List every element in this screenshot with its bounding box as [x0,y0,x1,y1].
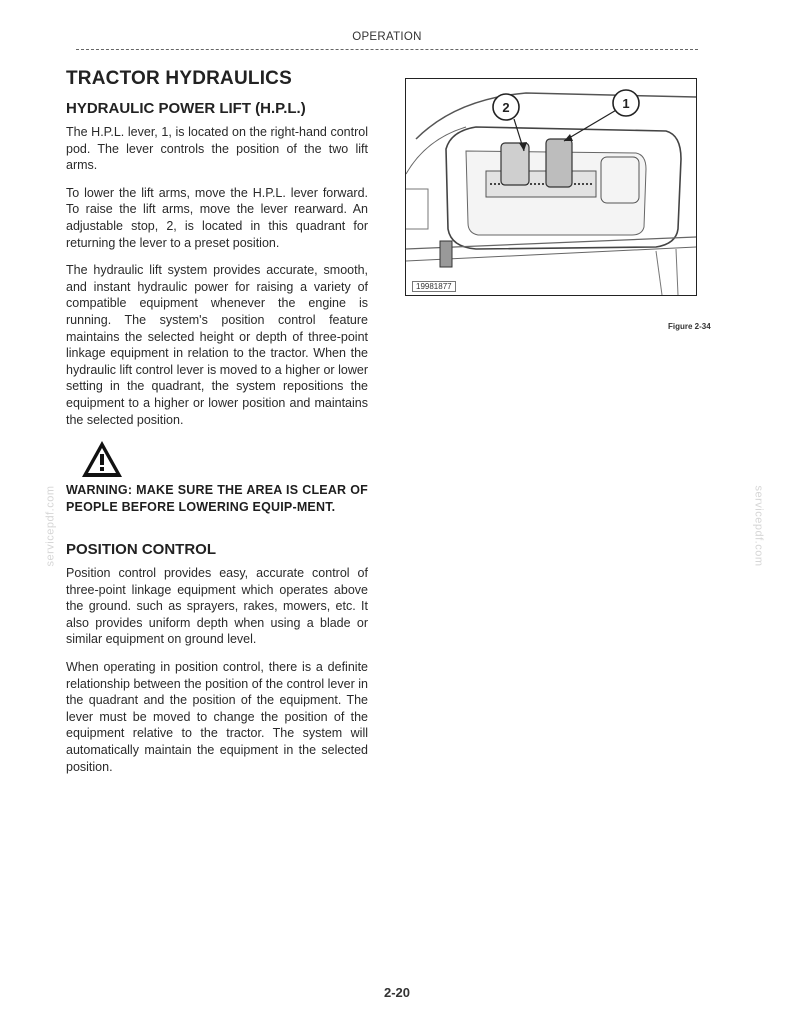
position-control-heading: POSITION CONTROL [66,541,216,559]
figure-illustration [406,79,696,295]
paragraph-lift-system: The hydraulic lift system provides accurate, smooth, and instant hydraulic power for raising a variety of compatible equipment whenever the engine is running. The system's position control feature maintains the selected height or depth of three-point linkage equipment in relation to the tractor. When the hydraulic lift control lever is moved to a higher or lower setting in the quadrant, the system repositions the equipment to a higher or lower position and maintains the selected position. [66,263,368,427]
header-divider [76,49,698,50]
watermark-left: servicepdf.com [44,485,57,567]
section-title: TRACTOR HYDRAULICS [66,68,292,89]
page-header: OPERATION [352,31,422,43]
figure-hpl-lever [405,78,697,296]
hpl-heading: HYDRAULIC POWER LIFT (H.P.L.) [66,100,306,117]
paragraph-position-control: Position control provides easy, accurate control of three-point linkage equipment which operates above the ground. such as sprayers, rakes, mowers, etc. It also provides uniform depth when using a blade or similar equipment on ground level. [66,566,368,647]
warning-text: WARNING: MAKE SURE THE AREA IS CLEAR OF PEOPLE BEFORE LOWERING EQUIP-MENT. [66,483,368,514]
page-number: 2-20 [383,985,411,1000]
callout-2-label: 2 [502,100,510,115]
paragraph-operating-position: When operating in position control, there is a definite relationship between the position of the control lever in the quadrant and the position of the equipment. The lever must be moved to change the position of the equipment relative to the tractor. The system will automatically maintain the equipment in the selected position. [66,660,368,774]
watermark-right: servicepdf.com [752,485,765,567]
figure-code: 19981877 [412,281,456,292]
figure-caption: Figure 2-34 [668,322,711,331]
text-column [66,68,368,786]
paragraph-hpl-lever: The H.P.L. lever, 1, is located on the right-hand control pod. The lever controls the position of the two lift arms. [66,125,368,173]
warning-triangle-icon [80,439,124,479]
paragraph-lower-raise: To lower the lift arms, move the H.P.L. lever forward. To raise the lift arms, move the lever rearward. An adjustable stop, 2, is located in this quadrant for returning the lever to a preset position. [66,185,368,250]
callout-1-label: 1 [622,96,630,111]
